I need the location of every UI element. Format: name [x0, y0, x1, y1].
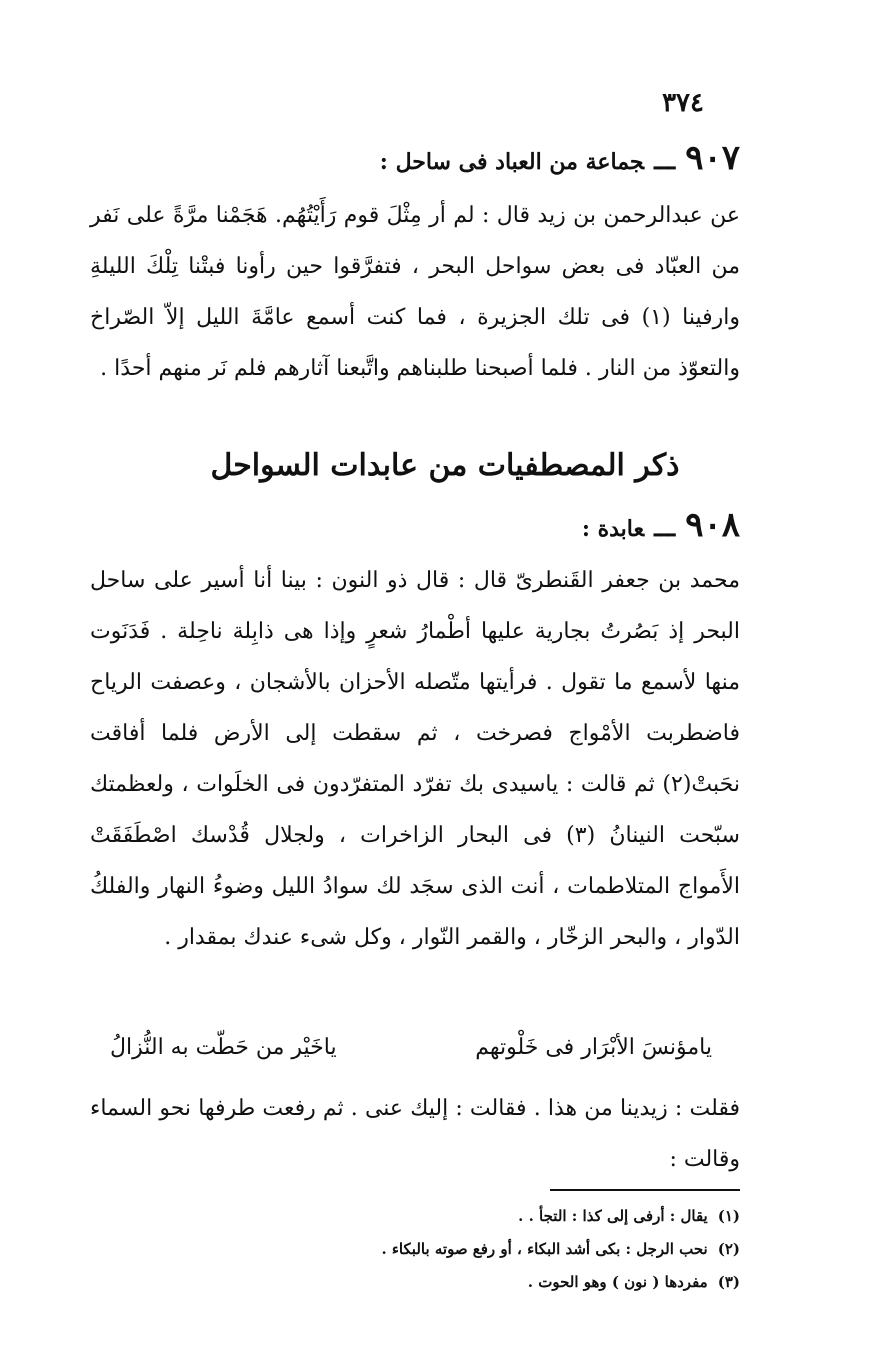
entry-908-closing-text: فقلت : زيدينا من هذا . فقالت : إليك عنى . ثم رفعت طرفها نحو السماء وقالت :: [90, 1096, 740, 1172]
entry-908-number: ٩٠٨: [685, 505, 740, 545]
entry-907-title: جماعة من العباد فى ساحل :: [379, 149, 645, 175]
entry-907-heading: [380, 138, 740, 178]
section-heading: ذكر المصطفيات من عابدات السواحل: [210, 448, 680, 483]
entry-908-dash: ـــ: [654, 513, 676, 542]
footnote-text: يقال : أرفى إلى كذا : التجأ . .: [518, 1207, 708, 1225]
footnote-marker: (٢): [717, 1240, 740, 1258]
footnote-text: مفردها ( نون ) وهو الحوت .: [527, 1273, 708, 1291]
page-number: ٣٧٤: [662, 88, 704, 118]
footnote-marker: (٣): [717, 1273, 740, 1291]
footnote: [90, 1200, 740, 1233]
footnote: [90, 1233, 740, 1266]
footnote-marker: (١): [717, 1207, 740, 1225]
footnote-text: نحب الرجل : بكى أشد البكاء ، أو رفع صوته بالبكاء .: [381, 1240, 708, 1258]
entry-908-heading: [582, 505, 740, 545]
verse-second-hemistich: ياخَيْر من حَطّت به النُّزالُ: [110, 1035, 337, 1060]
entry-908-title: عابدة :: [581, 516, 645, 542]
verse-first-hemistich: يامؤنسَ الأبْرَار فى خَلْوتهم: [475, 1035, 712, 1060]
footnote: [90, 1266, 740, 1299]
entry-907-text: عن عبدالرحمن بن زيد قال : لم أر مِثْلَ قوم رَأَيْتُهُم. هَجَمْنا مرَّةً على نَفر من العبّاد فى بعض سواحل البحر ، فتفرَّقوا حين رأونا فبتْنا تِلْكَ الليلةِ وارفينا (١) فى تلك الجزيرة ، فما كنت أسمع عامَّةَ الليل إلاّ الصّراخ والتعوّذ من النار . فلما أصبحنا طلبناهم واتَّبعنا آثارهم فلم نَر منهم أحدًا .: [90, 203, 740, 381]
poem-verse: [90, 1022, 740, 1073]
entry-907-number: ٩٠٧: [685, 138, 740, 178]
footnote-divider: [550, 1189, 740, 1191]
footnotes: [90, 1200, 740, 1299]
entry-908-text: محمد بن جعفر القَنطرىّ قال : قال ذو النون : بينا أنا أسير على ساحل البحر إذ بَصُرتُ بجارية عليها أطْمارُ شعرٍ وإذا هى ذابِلة ناحِلة . فَدَنَوت منها لأسمع ما تقول . فرأيتها متّصله الأحزان بالأشجان ، وعصفت الرياح فاضطربت الأمْواج فصرخت ، ثم سقطت إلى الأرض فلما أفاقت نحَبتْ(٢) ثم قالت : ياسيدى بك تفرّد المتفرّدون فى الخلَوات ، ولعظمتك سبّحت النينانُ (٣) فى البحار الزاخرات ، ولجلال قُدْسك اصْطَفَقَتْ الأَمواج المتلاطمات ، أنت الذى سجَد لك سوادُ الليل وضوءُ النهار والفلكُ الدّوار ، والبحر الزخّار ، والقمر النّوار ، وكل شىء عندك بمقدار .: [90, 568, 740, 950]
entry-907-dash: ـــ: [654, 146, 676, 175]
